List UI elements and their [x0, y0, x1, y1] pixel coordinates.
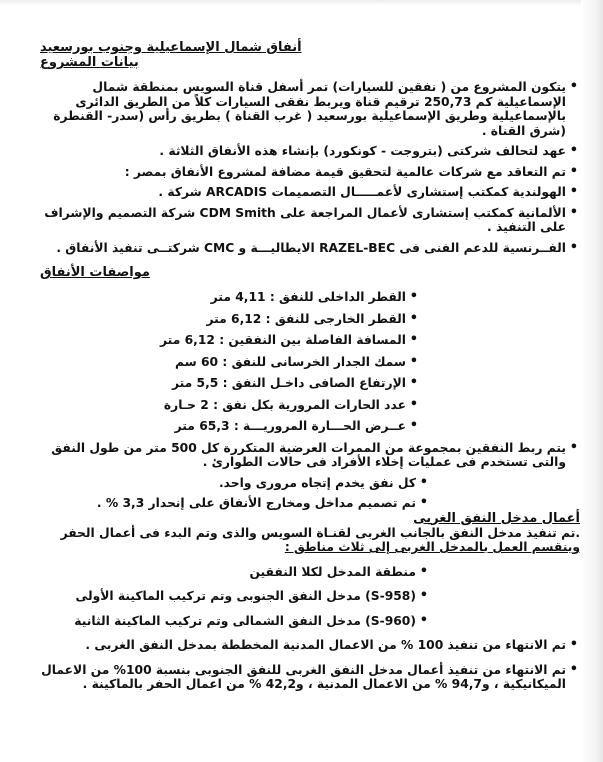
project-bullet: • يتكون المشروع من ( نفقين للسيارات) تمر أسفل قناة السويس بمنطقة شمال الإسماعيلية كم 250,73 ترقيم قناة ويربط نفقى السيارات كلاً من الطريق الدائرى بالإسماعيلية وطريق الإسماعيلية بورسعيد ( غرب القناة ) بطريق رأس (سدر- القنطرة (شرق القناة . [40, 80, 580, 138]
west-bullet: • (S-960) مدخل النفق الشمالى وتم تركيب الماكينة الثانية [40, 614, 430, 629]
specs-list [40, 290, 420, 434]
specs-heading: مواصفات الأنفاق [40, 265, 150, 280]
spec-item: • المسافة الفاصلة بين النفقين : 6,12 متر [40, 333, 420, 348]
west-bullet: • (S-958) مدخل النفق الجنوبى وتم تركيب الماكينة الأولى [40, 589, 430, 604]
project-bullet: • الألمانية كمكتب إستشارى لأعمال المراجعة على CDM Smith شركة التصميم والإشراف على التنفيذ . [40, 206, 580, 235]
spec-item: • القطر الخارجى للنفق : 6,12 متر [40, 312, 420, 327]
page-top-shadow [0, 0, 603, 6]
west-bullet: • تم الانتهاء من تنفيذ 100 % من الاعمال المدنية المخططة بمدخل النفق الغربى . [40, 638, 580, 653]
spec-item: • الإرتفاع الصافى داخـل النفق : 5,5 متر [40, 376, 420, 391]
spec-item: • عــرض الحـــارة المروريـــة : 65,3 متر [40, 419, 420, 434]
tunnel-bullet: • كل نفق يخدم إتجاه مرورى واحد. [40, 476, 430, 491]
document-title: أنفاق شمال الإسماعيلية وجنوب بورسعيد [40, 40, 302, 55]
tunnel-bullet: • يتم ربط النفقين بمجموعة من الممرات العرضية المتكررة كل 500 متر من طول النفق والتى تستخدم فى عمليات إخلاء الأفراد فى حالات الطوارئ . [40, 441, 580, 470]
project-bullet: • تم التعاقد مع شركات عالمية لتحقيق قيمة مضافة لمشروع الأنفاق بمصر : [40, 165, 580, 180]
page-edge-shadow [581, 0, 603, 762]
project-bullet: • الفــرنسية للدعم الفنى فى RAZEL-BEC الايطاليـــة و CMC شركتــى تنفيذ الأنفاق . [40, 241, 580, 256]
west-entrance-division: وينقسم العمل بالمدخل الغربى إلى ثلاث مناطق : [284, 540, 580, 554]
tunnel-bullet: • تم تصميم مداخل ومخارج الأنفاق على إنحدار 3,3 % . [40, 496, 430, 511]
west-entrance-heading: أعمال مدخل النفق الغربى [413, 510, 580, 526]
spec-item: • سمك الجدار الخرسانى للنفق : 60 سم [40, 355, 420, 370]
west-bullet: • تم الانتهاء من تنفيذ أعمال مدخل النفق الغربى للنفق الجنوبى بنسبة 100% من الاعمال الميكانيكية ، و94,7 % من الاعمال المدنية ، و42,2 % من اعمال الحفر بالماكينة . [40, 663, 580, 692]
west-entrance-intro: .تم تنفيذ مدخل النفق بالجانب الغربى لقنـاة السويس والذى وتم البدء فى أعمال الحفر [60, 525, 580, 540]
spec-item: • عدد الحارات المرورية بكل نفق : 2 حـارة [40, 398, 420, 413]
document-body [40, 40, 580, 692]
project-bullet: • عهد لتحالف شركتى (بتروجت - كونكورد) بإنشاء هذه الأنفاق الثلاثة . [40, 144, 580, 159]
spec-item: • القطر الداخلى للنفق : 4,11 متر [40, 290, 420, 305]
project-data-heading: بيانات المشروع [40, 55, 139, 70]
west-bullet: • منطقة المدخل لكلا النفقين [40, 565, 430, 580]
project-bullet: • الهولندية كمكتب إستشارى لأعمـــــال التصميمات ARCADIS شركة . [40, 185, 580, 200]
